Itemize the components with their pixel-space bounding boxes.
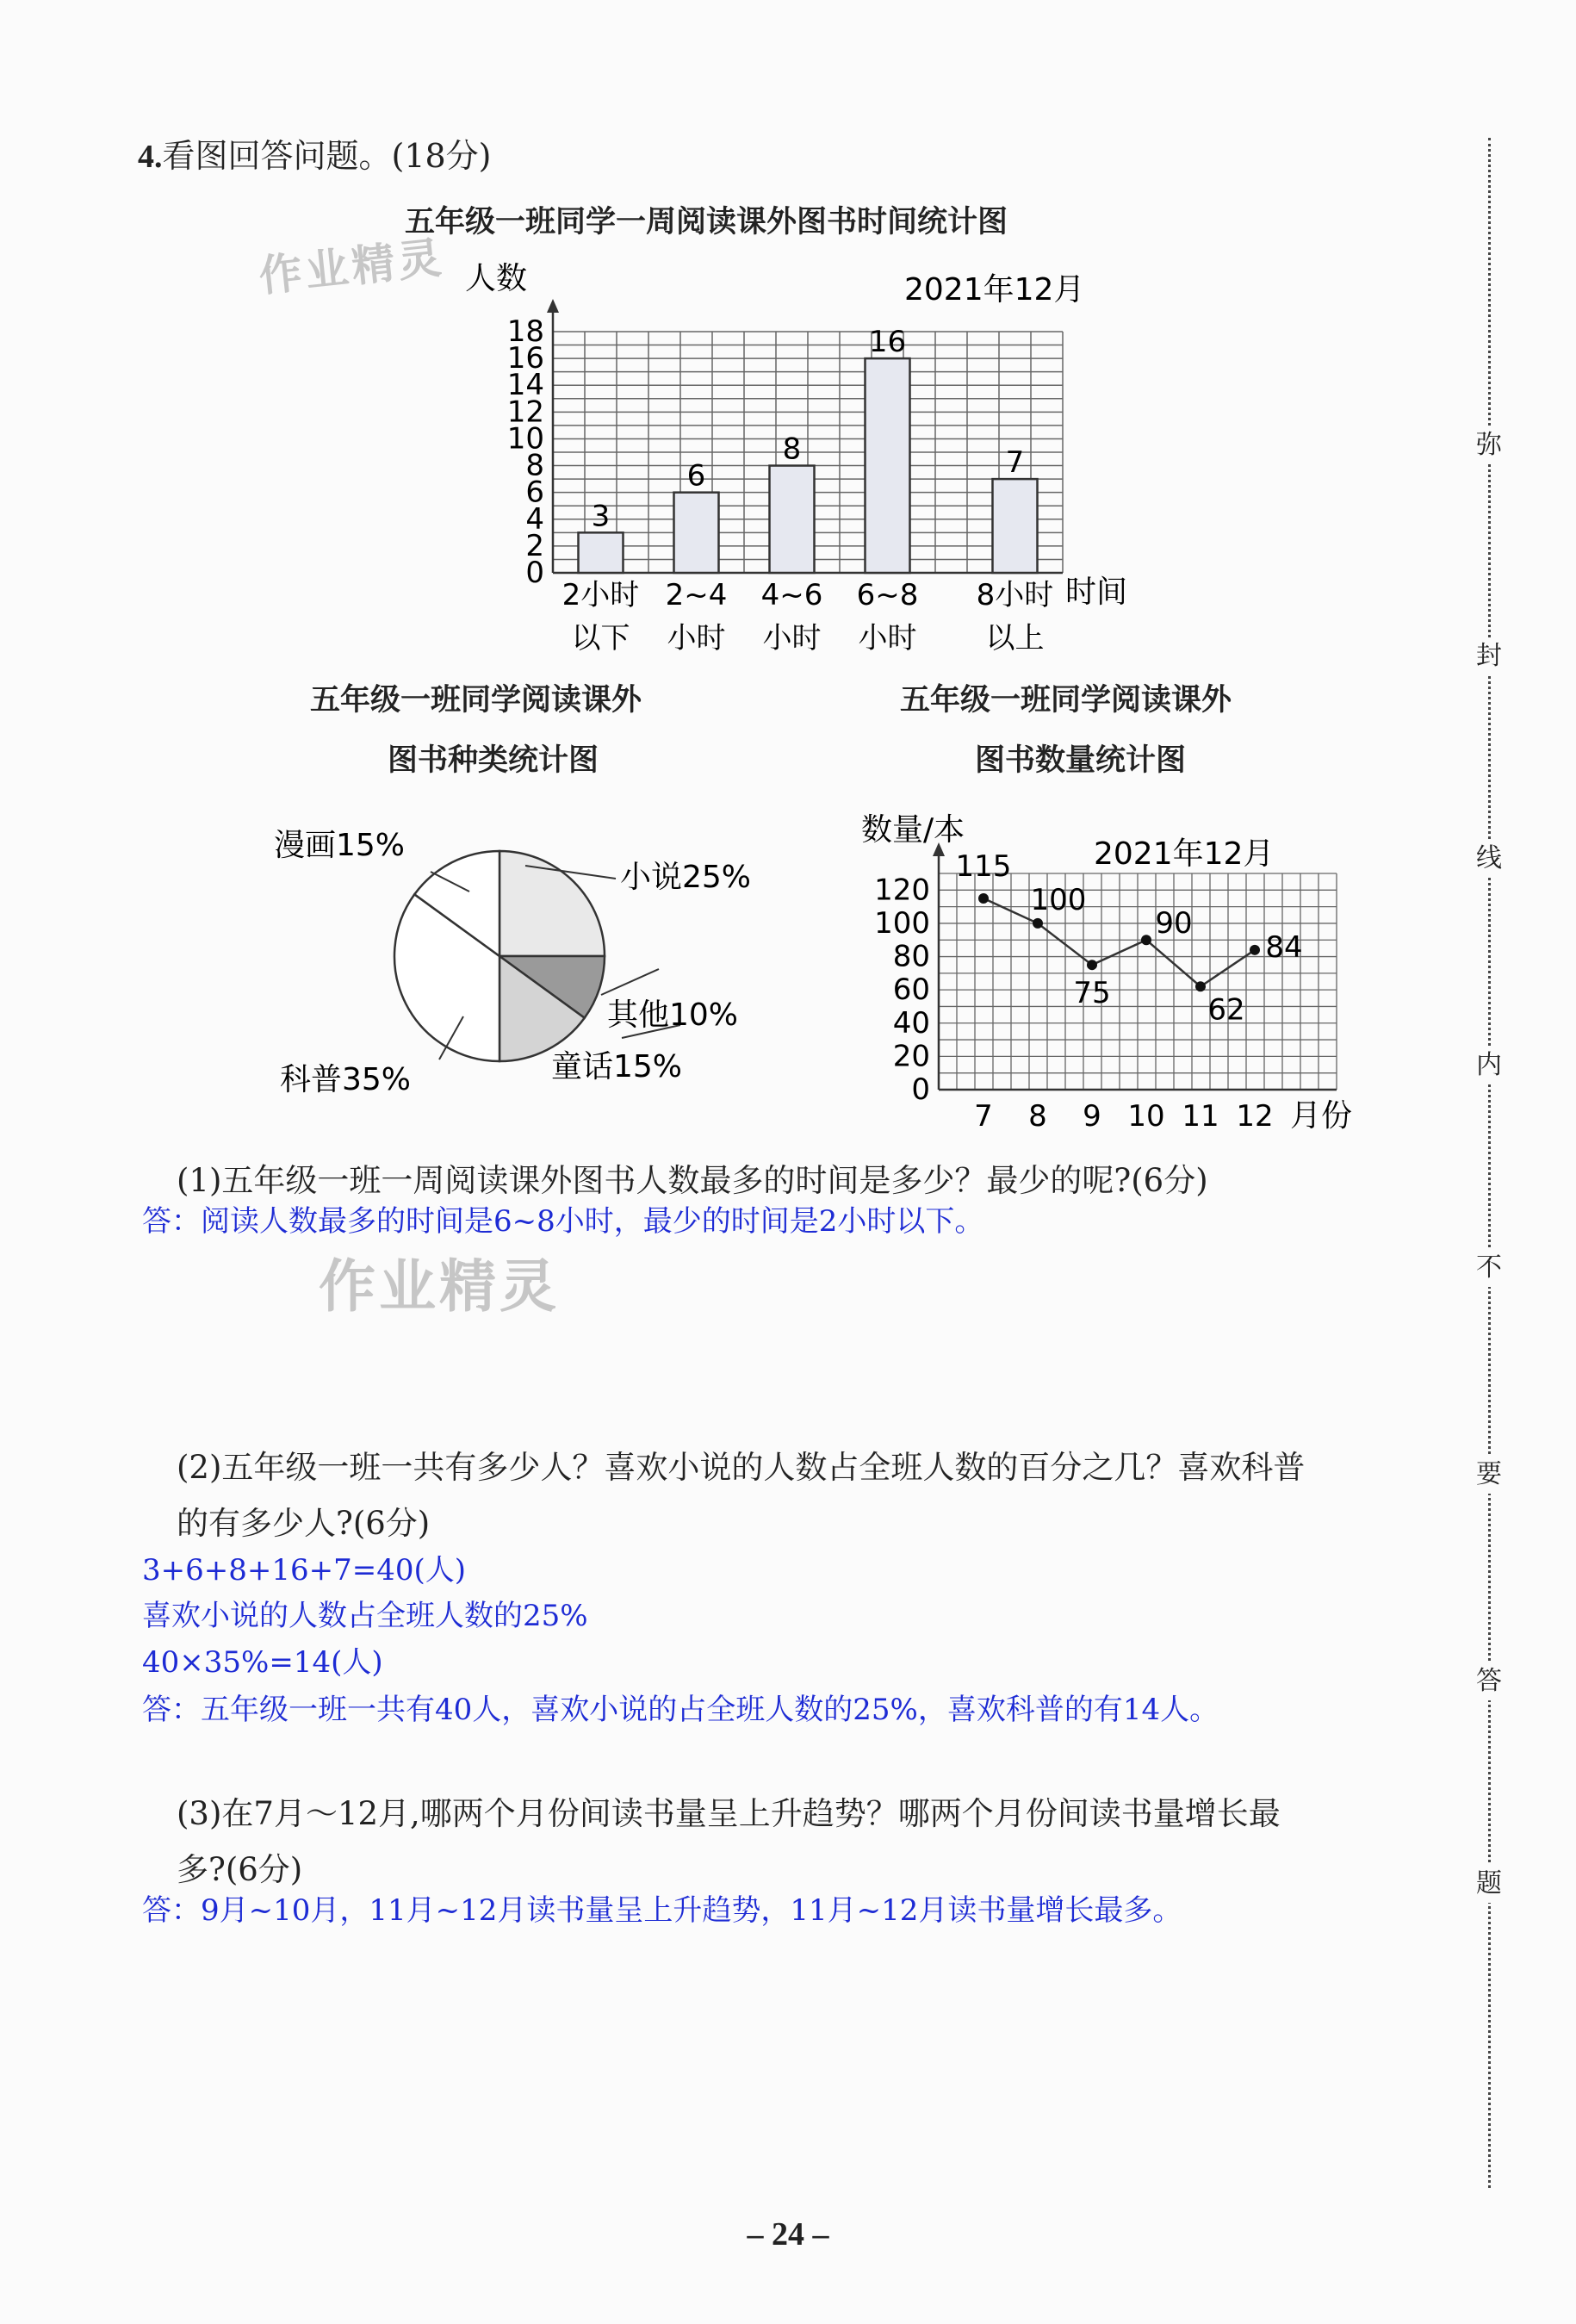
bar-x-tick: 2小时 xyxy=(562,578,640,612)
bar xyxy=(674,493,719,573)
line-point xyxy=(1141,935,1151,945)
line-y-tick: 40 xyxy=(892,1005,930,1041)
bar-x-tick: 以下 xyxy=(571,621,630,656)
line-x-tick: 11 xyxy=(1182,1099,1219,1134)
bar-y-tick: 16 xyxy=(506,341,544,376)
line-value-label: 84 xyxy=(1265,929,1303,965)
pie-label-novel: 小说25% xyxy=(620,860,752,895)
bar-x-tick: 小时 xyxy=(762,621,822,656)
line-value-label: 100 xyxy=(1030,882,1087,917)
bar xyxy=(770,466,815,573)
margin-char: 线 xyxy=(1467,840,1511,878)
pie-label-comics: 漫画15% xyxy=(274,828,406,863)
subquestion-2-line2: 的有多少人?(6分) xyxy=(177,1505,431,1542)
bar-value-label: 16 xyxy=(868,325,907,360)
line-y-tick: 60 xyxy=(892,972,930,1008)
margin-char: 要 xyxy=(1467,1456,1511,1494)
bar-y-axis-arrow xyxy=(547,299,559,313)
line-chart xyxy=(853,801,1404,1146)
bar-value-label: 7 xyxy=(1005,445,1025,481)
line-value-label: 62 xyxy=(1207,992,1245,1028)
margin-char: 封 xyxy=(1467,637,1511,675)
bar-chart-title: 五年级一班同学一周阅读课外图书时间统计图 xyxy=(404,205,1008,239)
watermark-2: 作业精灵 xyxy=(319,1253,560,1320)
line-x-tick: 8 xyxy=(1028,1099,1047,1134)
line-y-tick: 120 xyxy=(874,873,930,908)
margin-char: 不 xyxy=(1467,1249,1511,1287)
bar-x-tick: 2~4 xyxy=(665,578,728,612)
margin-char: 内 xyxy=(1467,1047,1511,1084)
answer-2-line4: 答：五年级一班一共有40人，喜欢小说的占全班人数的25%，喜欢科普的有14人。 xyxy=(142,1693,1219,1727)
bar-y-tick: 18 xyxy=(506,314,544,349)
line-point xyxy=(1250,945,1260,955)
line-value-label: 75 xyxy=(1073,976,1111,1011)
line-x-tick: 9 xyxy=(1083,1099,1101,1134)
pie-chart-title-line2: 图书种类统计图 xyxy=(388,743,599,778)
line-chart-title-line2: 图书数量统计图 xyxy=(975,743,1187,778)
answer-3: 答：9月~10月，11月~12月读书量呈上升趋势，11月~12月读书量增长最多。 xyxy=(142,1893,1182,1928)
answer-2-line1: 3+6+8+16+7=40(人) xyxy=(142,1553,467,1588)
line-point xyxy=(1087,960,1097,970)
subquestion-3-line2: 多?(6分) xyxy=(177,1851,303,1888)
bar-chart-ylabel: 人数 xyxy=(465,261,528,296)
watermark: 作业精灵 xyxy=(256,232,447,302)
bar-x-tick: 4~6 xyxy=(760,578,823,612)
line-chart-title-line1: 五年级一班同学阅读课外 xyxy=(900,683,1232,718)
bar-y-tick: 12 xyxy=(506,395,544,430)
answer-1: 答：阅读人数最多的时间是6~8小时，最少的时间是2小时以下。 xyxy=(142,1204,984,1239)
subquestion-2-line1: (2)五年级一班一共有多少人？喜欢小说的人数占全班人数的百分之几？喜欢科普 xyxy=(177,1449,1306,1486)
page-number: – 24 – xyxy=(747,2216,829,2253)
pie-slice xyxy=(499,851,605,956)
bar-chart xyxy=(448,254,1223,668)
line-x-tick: 12 xyxy=(1236,1099,1274,1134)
bar-y-tick: 10 xyxy=(506,421,544,457)
question-title: 4.看图回答问题。(18分) xyxy=(138,137,492,175)
pie-label-fairytale: 童话15% xyxy=(551,1049,683,1084)
line-chart-ylabel: 数量/本 xyxy=(861,812,965,848)
line-y-tick: 100 xyxy=(874,905,930,941)
line-x-tick: 7 xyxy=(974,1099,993,1134)
line-y-tick: 0 xyxy=(911,1072,930,1107)
bar-chart-subtitle: 2021年12月 xyxy=(904,272,1085,308)
answer-2-line3: 40×35%=14(人) xyxy=(142,1645,383,1680)
margin-char: 答 xyxy=(1467,1662,1511,1700)
bar-x-tick: 6~8 xyxy=(856,578,919,612)
bar-y-tick: 14 xyxy=(506,368,544,403)
subquestion-1: (1)五年级一班一周阅读课外图书人数最多的时间是多少？最少的呢?(6分) xyxy=(177,1162,1208,1199)
bar-value-label: 6 xyxy=(686,458,706,494)
bar-y-tick: 0 xyxy=(525,556,544,590)
line-value-label: 90 xyxy=(1155,906,1193,941)
bar-x-tick: 小时 xyxy=(667,621,726,656)
line-point xyxy=(1033,918,1043,929)
pie-label-other: 其他10% xyxy=(607,997,739,1033)
bar-y-tick: 6 xyxy=(525,475,544,510)
line-y-tick: 80 xyxy=(892,939,930,974)
bar-y-tick: 8 xyxy=(525,448,544,483)
pie-chart xyxy=(258,818,810,1111)
bar xyxy=(579,532,624,573)
pie-label-science: 科普35% xyxy=(280,1062,412,1097)
line-y-tick: 20 xyxy=(892,1039,930,1074)
answer-2-line2: 喜欢小说的人数占全班人数的25% xyxy=(142,1599,588,1633)
bar-chart-xlabel: 时间 xyxy=(1065,575,1128,610)
line-point xyxy=(978,893,989,904)
bar xyxy=(993,479,1038,573)
line-chart-subtitle: 2021年12月 xyxy=(1094,836,1275,872)
bar xyxy=(866,358,910,573)
bar-y-tick: 2 xyxy=(525,528,544,563)
margin-char: 题 xyxy=(1467,1865,1511,1903)
bar-y-tick: 4 xyxy=(525,501,544,537)
bar-x-tick: 8小时 xyxy=(976,578,1054,612)
bar-value-label: 8 xyxy=(782,432,802,467)
line-point xyxy=(1195,981,1206,991)
subquestion-3-line1: (3)在7月～12月,哪两个月份间读书量呈上升趋势？哪两个月份间读书量增长最 xyxy=(177,1795,1281,1832)
pie-chart-title-line1: 五年级一班同学阅读课外 xyxy=(310,683,642,718)
bar-value-label: 3 xyxy=(591,499,611,534)
margin-char: 弥 xyxy=(1467,426,1511,464)
line-chart-xlabel: 月份 xyxy=(1290,1098,1353,1134)
bar-x-tick: 小时 xyxy=(858,621,917,656)
bar-x-tick: 以上 xyxy=(985,621,1045,656)
line-value-label: 115 xyxy=(955,848,1012,884)
line-x-tick: 10 xyxy=(1127,1099,1165,1134)
